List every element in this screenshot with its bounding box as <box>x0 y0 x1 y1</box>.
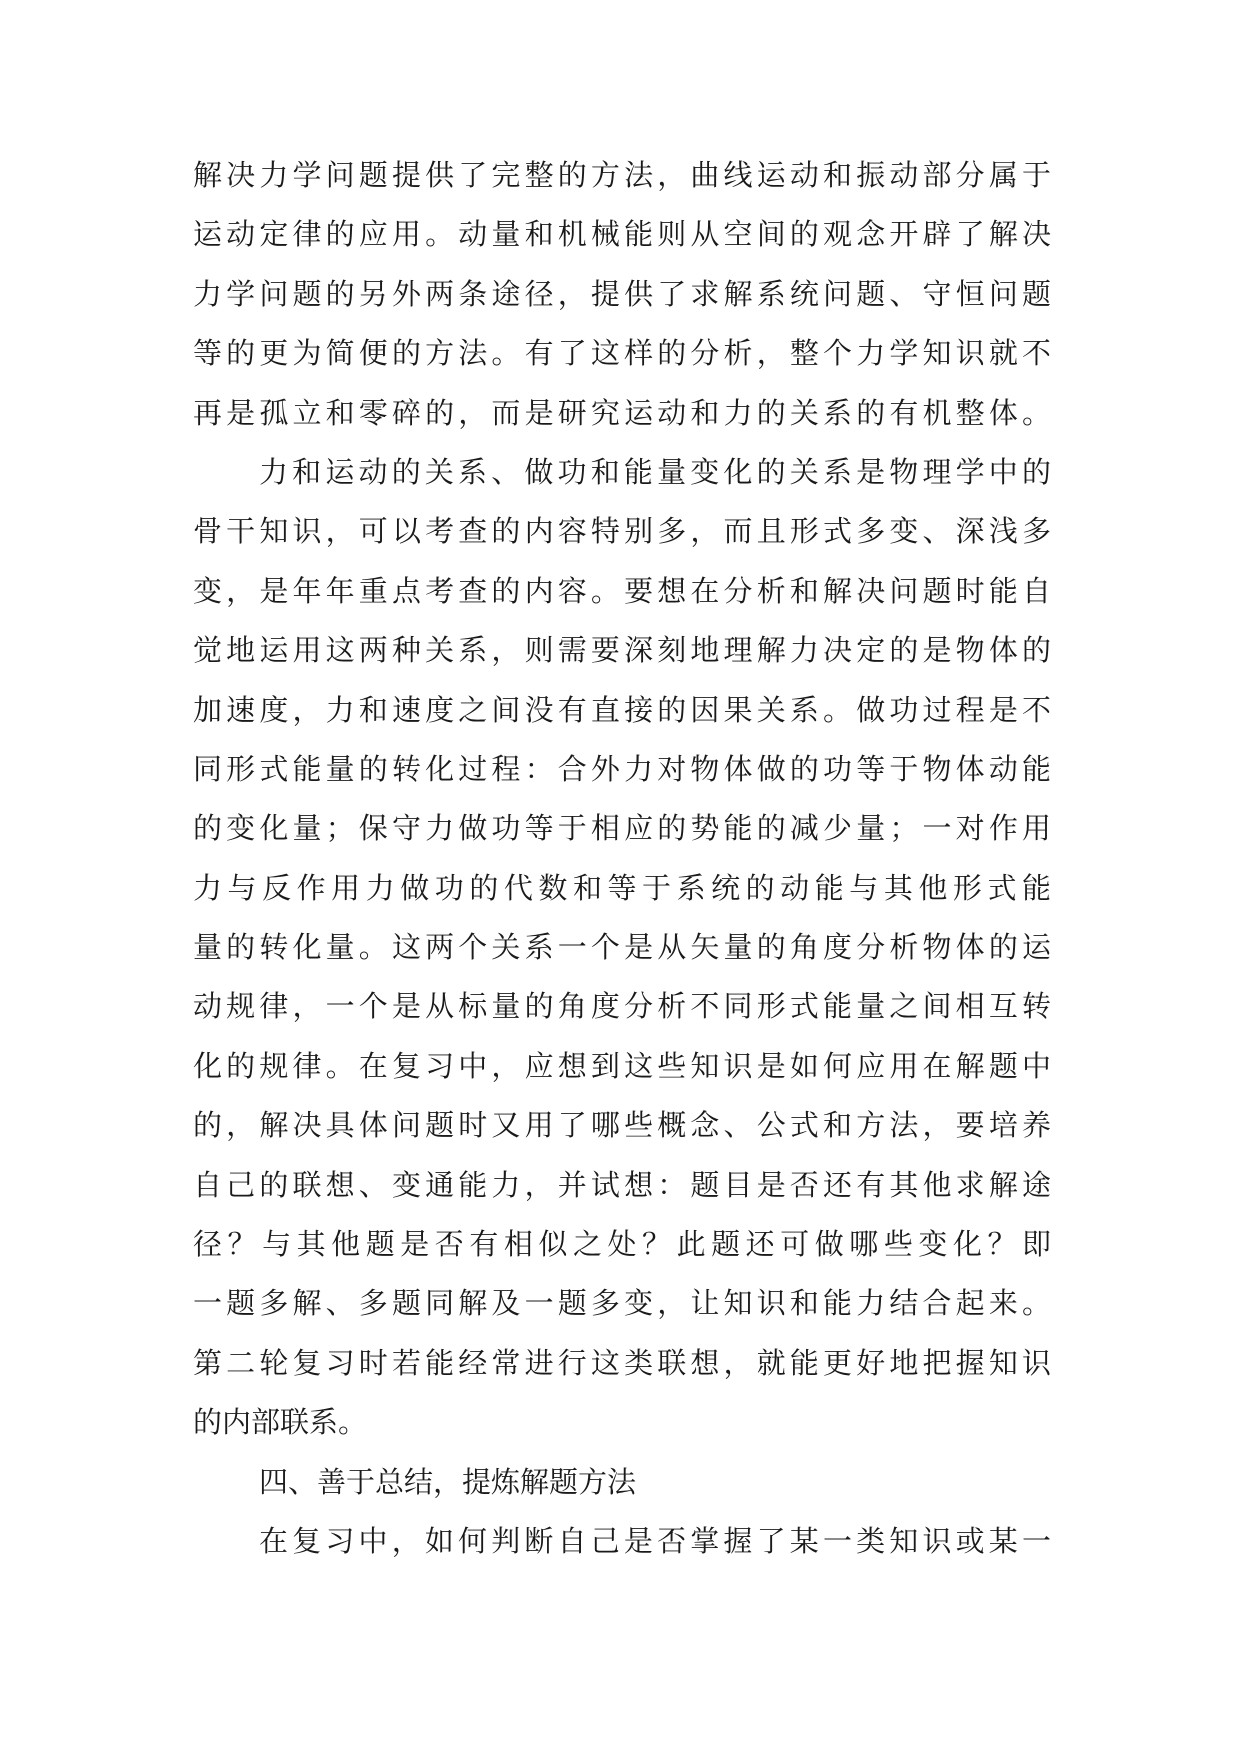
text-line: 等的更为简便的方法。有了这样的分析，整个力学知识就不 <box>193 336 1051 371</box>
paragraph-start-line: 力和运动的关系、做功和能量变化的关系是物理学中的 <box>259 454 1051 489</box>
text-line: 量的转化量。这两个关系一个是从矢量的角度分析物体的运 <box>193 930 1051 965</box>
text-line: 径？与其他题是否有相似之处？此题还可做哪些变化？即 <box>193 1227 1051 1262</box>
text-line: 力学问题的另外两条途径，提供了求解系统问题、守恒问题 <box>193 276 1051 311</box>
text-line: 同形式能量的转化过程：合外力对物体做的功等于物体动能 <box>193 751 1051 786</box>
section-heading: 四、善于总结，提炼解题方法 <box>259 1464 637 1499</box>
text-line: 力与反作用力做功的代数和等于系统的动能与其他形式能 <box>193 870 1051 905</box>
text-line: 觉地运用这两种关系，则需要深刻地理解力决定的是物体的 <box>193 633 1051 668</box>
text-line: 的，解决具体问题时又用了哪些概念、公式和方法，要培养 <box>193 1108 1051 1143</box>
document-body <box>193 146 1051 1571</box>
paragraph-end-line: 的内部联系。 <box>193 1405 368 1440</box>
text-line: 变，是年年重点考查的内容。要想在分析和解决问题时能自 <box>193 573 1051 608</box>
text-line: 再是孤立和零碎的，而是研究运动和力的关系的有机整体。 <box>193 395 1051 430</box>
text-line: 动规律，一个是从标量的角度分析不同形式能量之间相互转 <box>193 989 1051 1024</box>
text-line: 加速度，力和速度之间没有直接的因果关系。做功过程是不 <box>193 692 1051 727</box>
text-line: 解决力学问题提供了完整的方法，曲线运动和振动部分属于 <box>193 158 1051 192</box>
text-line: 一题多解、多题同解及一题多变，让知识和能力结合起来。 <box>193 1286 1051 1321</box>
text-line: 第二轮复习时若能经常进行这类联想，就能更好地把握知识 <box>193 1345 1051 1380</box>
text-line: 骨干知识，可以考查的内容特别多，而且形式多变、深浅多 <box>193 514 1051 549</box>
paragraph-start-line: 在复习中，如何判断自己是否掌握了某一类知识或某一 <box>259 1523 1051 1558</box>
text-line: 运动定律的应用。动量和机械能则从空间的观念开辟了解决 <box>193 217 1051 252</box>
text-line: 的变化量；保守力做功等于相应的势能的减少量；一对作用 <box>193 811 1051 846</box>
text-line: 化的规律。在复习中，应想到这些知识是如何应用在解题中 <box>193 1048 1051 1083</box>
text-line: 自己的联想、变通能力，并试想：题目是否还有其他求解途 <box>193 1167 1051 1202</box>
